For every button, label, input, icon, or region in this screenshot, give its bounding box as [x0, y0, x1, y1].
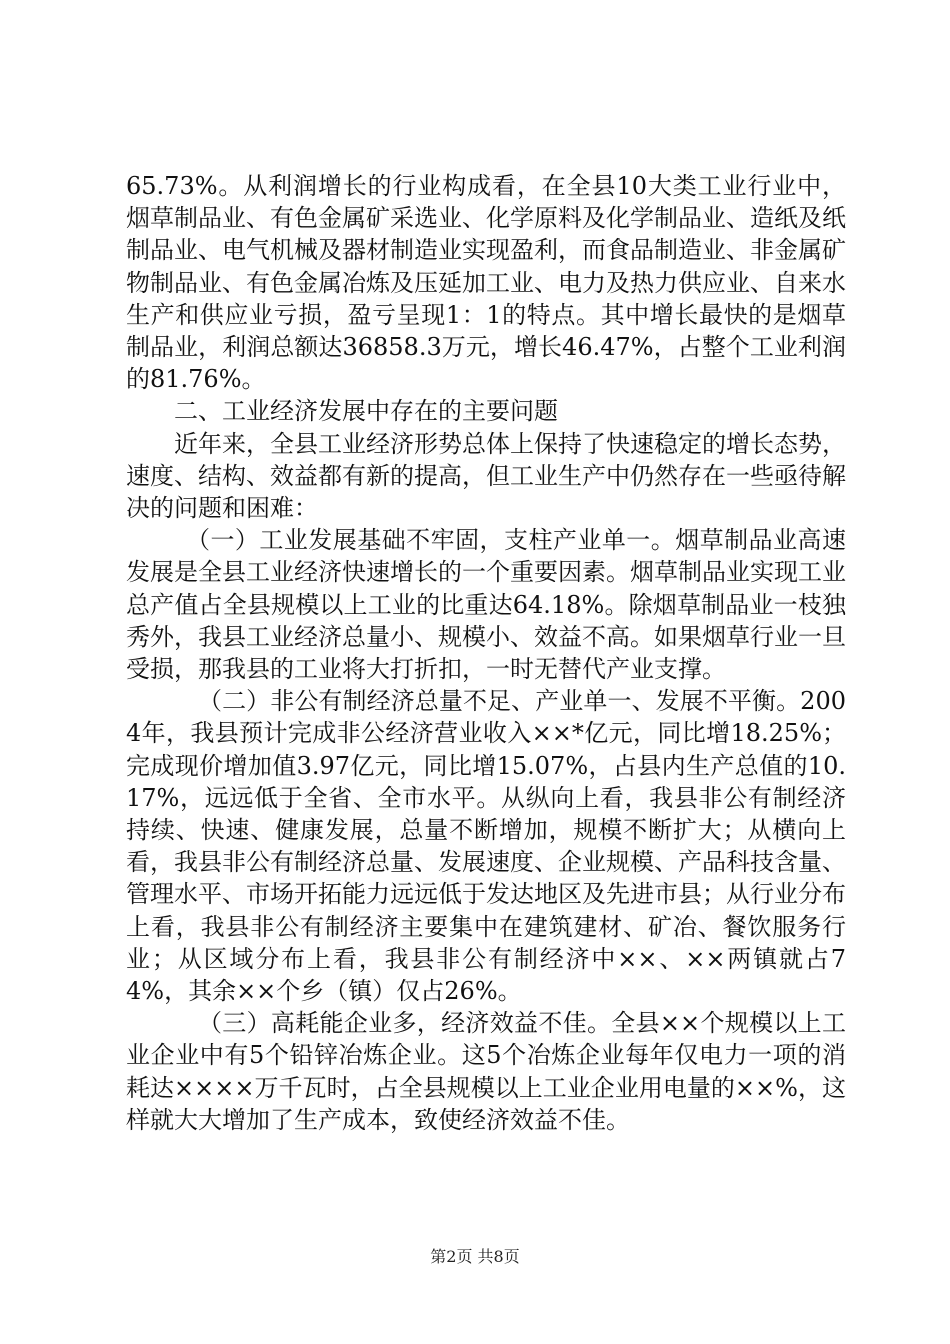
section-heading-main-problems: 二、工业经济发展中存在的主要问题	[174, 397, 558, 426]
document-body	[126, 170, 846, 1136]
page-number-footer: 第2页 共8页	[430, 1247, 520, 1266]
paragraph-intro-problems: 近年来，全县工业经济形势总体上保持了快速稳定的增长态势，速度、结构、效益都有新的提高，但工业生产中仍然存在一些亟待解决的问题和困难：	[126, 429, 846, 523]
paragraph-problem-2: （二）非公有制经济总量不足、产业单一、发展不平衡。2004年，我县预计完成非公经济营业收入××*亿元，同比增18.25%；完成现价增加值3.97亿元，同比增15.07%，占县内生产总值的10.17%，远远低于全省、全市水平。从纵向上看，我县非公有制经济持续、快速、健康发展，总量不断增加，规模不断扩大；从横向上看，我县非公有制经济总量、发展速度、企业规模、产品科技含量、管理水平、市场开拓能力远远低于发达地区及先进市县；从行业分布上看，我县非公有制经济主要集中在建筑建材、矿冶、餐饮服务行业；从区域分布上看，我县非公有制经济中××、××两镇就占74%，其余××个乡（镇）仅占26%。	[126, 687, 846, 1006]
paragraph-problem-3: （三）高耗能企业多，经济效益不佳。全县××个规模以上工业企业中有5个铅锌冶炼企业。这5个冶炼企业每年仅电力一项的消耗达××××万千瓦时，占全县规模以上工业企业用电量的××%，这样就大大增加了生产成本，致使经济效益不佳。	[126, 1009, 846, 1134]
paragraph-problem-1: （一）工业发展基础不牢固，支柱产业单一。烟草制品业高速发展是全县工业经济快速增长的一个重要因素。烟草制品业实现工业总产值占全县规模以上工业的比重达64.18%。除烟草制品业一枝独秀外，我县工业经济总量小、规模小、效益不高。如果烟草行业一旦受损，那我县的工业将大打折扣，一时无替代产业支撑。	[126, 526, 846, 684]
paragraph-profit-structure: 65.73%。从利润增长的行业构成看，在全县10大类工业行业中，烟草制品业、有色金属矿采选业、化学原料及化学制品业、造纸及纸制品业、电气机械及器材制造业实现盈利，而食品制造业、非金属矿物制品业、有色金属冶炼及压延加工业、电力及热力供应业、自来水生产和供应业亏损，盈亏呈现1：1的特点。其中增长最快的是烟草制品业，利润总额达36858.3万元，增长46.47%，占整个工业利润的81.76%。	[126, 172, 846, 394]
